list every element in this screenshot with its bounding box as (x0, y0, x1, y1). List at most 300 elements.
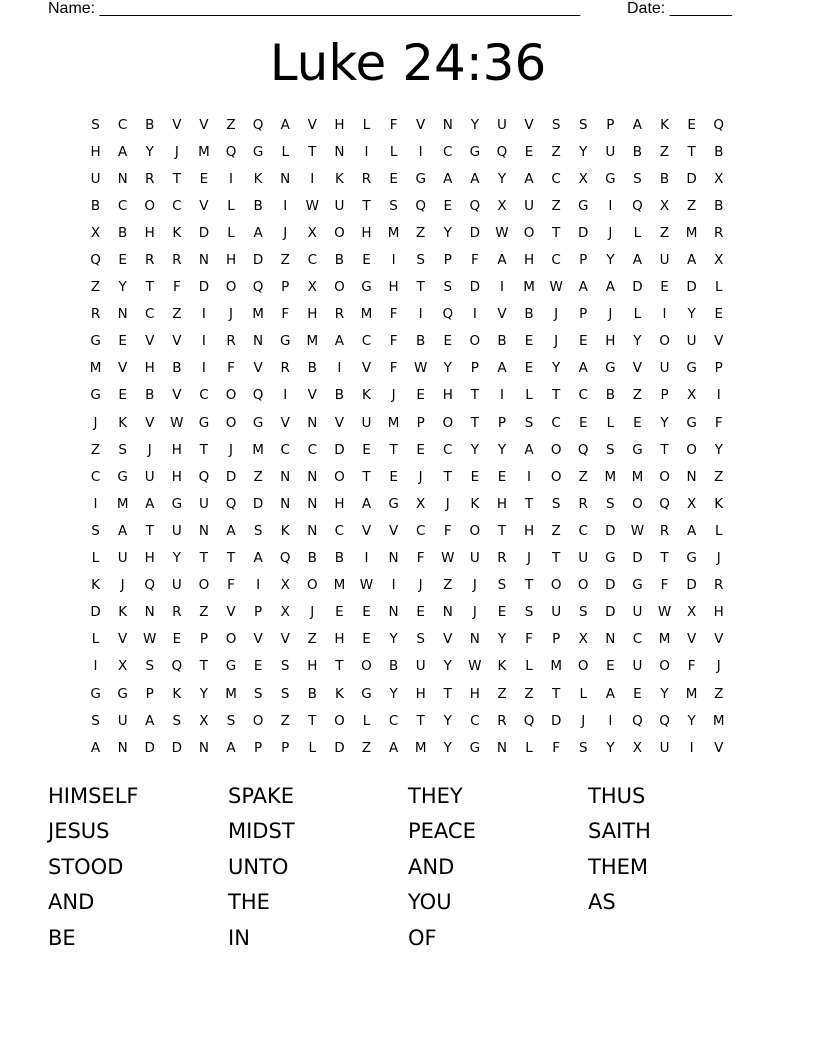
grid-letter: O (686, 441, 697, 458)
grid-letter: J (527, 550, 532, 567)
grid-letter: Q (252, 279, 264, 296)
word-list-item: SPAKE (228, 783, 295, 808)
grid-letter: J (445, 495, 450, 512)
grid-letter: U (469, 550, 480, 567)
grid-letter: K (334, 170, 344, 187)
grid-letter: E (118, 333, 127, 350)
grid-letter: S (226, 712, 236, 729)
grid-letter: K (660, 116, 669, 133)
grid-letter: X (307, 279, 317, 296)
grid-letter: C (443, 143, 453, 160)
grid-letter: M (712, 712, 725, 729)
grid-letter: I (716, 387, 721, 404)
grid-letter: X (686, 604, 697, 621)
grid-letter: F (227, 577, 235, 594)
grid-letter: O (198, 577, 210, 594)
grid-letter: Q (659, 712, 670, 729)
grid-letter: F (687, 658, 696, 675)
grid-letter: Z (280, 252, 290, 269)
grid-letter: Q (713, 116, 725, 133)
letter-grid (82, 111, 732, 761)
grid-letter: S (280, 658, 290, 675)
grid-letter: E (416, 387, 425, 404)
grid-letter: A (632, 252, 643, 269)
grid-letter: G (605, 550, 616, 567)
grid-letter: Q (632, 712, 643, 729)
grid-letter: R (334, 306, 345, 323)
grid-letter: I (608, 712, 613, 729)
grid-letter: G (686, 550, 697, 567)
grid-letter: U (117, 712, 128, 729)
grid-letter: A (145, 712, 155, 729)
grid-letter: U (578, 550, 589, 567)
grid-letter: O (632, 495, 643, 512)
grid-letter: B (334, 252, 345, 269)
grid-letter: Y (199, 685, 209, 702)
grid-letter: Z (253, 468, 263, 485)
grid-letter: A (118, 522, 128, 539)
grid-letter: U (198, 495, 209, 512)
grid-letter: R (145, 252, 155, 269)
grid-letter: T (416, 279, 425, 296)
grid-letter: A (253, 224, 263, 241)
grid-letter: A (280, 116, 290, 133)
grid-letter: E (660, 279, 669, 296)
grid-letter: I (364, 550, 369, 567)
grid-letter: G (252, 143, 264, 160)
grid-letter: E (578, 414, 588, 431)
grid-letter: K (714, 495, 724, 512)
grid-letter: T (199, 658, 209, 675)
grid-letter: A (145, 495, 155, 512)
grid-letter: L (633, 306, 642, 323)
grid-letter: G (90, 685, 101, 702)
grid-letter: N (117, 306, 128, 323)
grid-letter: S (91, 522, 100, 539)
grid-letter: Q (171, 658, 183, 675)
grid-letter: Y (660, 685, 669, 702)
grid-letter: Q (198, 468, 210, 485)
grid-letter: N (280, 468, 291, 485)
grid-letter: Y (606, 739, 615, 756)
grid-letter: I (662, 306, 667, 323)
grid-letter: K (470, 495, 480, 512)
grid-letter: K (280, 522, 290, 539)
grid-letter: F (389, 360, 398, 377)
grid-letter: H (442, 387, 453, 404)
grid-letter: S (118, 441, 127, 458)
grid-letter: C (551, 252, 561, 269)
grid-letter: D (198, 279, 210, 296)
grid-letter: B (388, 658, 399, 675)
grid-letter: V (280, 414, 290, 431)
grid-letter: R (361, 170, 372, 187)
grid-letter: D (252, 495, 264, 512)
grid-letter: A (118, 143, 128, 160)
grid-letter: D (252, 252, 264, 269)
grid-letter: O (334, 279, 345, 296)
grid-letter: Z (172, 306, 182, 323)
grid-letter: V (416, 116, 426, 133)
grid-letter: K (497, 658, 507, 675)
grid-letter: B (307, 360, 317, 377)
word-list-item: MIDST (228, 819, 295, 844)
word-list-item: THUS (588, 783, 646, 808)
grid-letter: D (469, 279, 481, 296)
grid-letter: N (307, 468, 318, 485)
grid-letter: Y (443, 658, 452, 675)
grid-letter: N (388, 604, 399, 621)
grid-letter: S (443, 279, 453, 296)
grid-letter: H (90, 143, 101, 160)
grid-letter: F (470, 252, 479, 269)
grid-letter: Z (416, 224, 426, 241)
grid-letter: U (686, 333, 697, 350)
grid-letter: Q (252, 387, 264, 404)
grid-letter: H (307, 306, 318, 323)
grid-letter: T (362, 468, 371, 485)
grid-letter: G (578, 197, 589, 214)
grid-letter: N (605, 631, 616, 648)
grid-letter: B (334, 550, 345, 567)
grid-letter: V (172, 116, 182, 133)
grid-letter: T (145, 279, 154, 296)
grid-letter: N (117, 739, 128, 756)
grid-letter: F (172, 279, 181, 296)
grid-letter: E (687, 116, 696, 133)
grid-letter: J (472, 604, 477, 621)
grid-letter: A (90, 739, 101, 756)
grid-letter: K (118, 604, 128, 621)
grid-letter: H (361, 224, 372, 241)
grid-letter: V (714, 631, 724, 648)
grid-letter: J (472, 577, 477, 594)
grid-letter: Y (606, 252, 615, 269)
grid-letter: B (118, 224, 128, 241)
grid-letter: R (280, 360, 290, 377)
grid-letter: J (716, 658, 721, 675)
grid-letter: U (334, 197, 345, 214)
grid-letter: M (550, 658, 562, 675)
grid-letter: T (552, 224, 561, 241)
grid-letter: K (253, 170, 263, 187)
grid-letter: I (256, 577, 261, 594)
grid-letter: Q (523, 712, 535, 729)
grid-letter: M (198, 143, 210, 160)
grid-letter: Y (633, 333, 642, 350)
grid-letter: E (172, 631, 182, 648)
grid-letter: W (170, 414, 184, 431)
grid-letter: Q (442, 306, 454, 323)
grid-letter: A (686, 252, 697, 269)
grid-letter: A (686, 522, 697, 539)
grid-letter: U (551, 604, 562, 621)
grid-letter: V (145, 414, 155, 431)
grid-letter: G (632, 441, 643, 458)
grid-letter: A (226, 522, 236, 539)
grid-letter: P (552, 631, 561, 648)
grid-letter: A (470, 170, 480, 187)
grid-letter: U (117, 550, 128, 567)
grid-letter: G (361, 279, 372, 296)
grid-letter: W (441, 550, 455, 567)
grid-letter: S (551, 495, 561, 512)
grid-letter: B (253, 197, 263, 214)
grid-letter: B (659, 170, 670, 187)
grid-letter: Z (659, 224, 670, 241)
grid-letter: T (552, 387, 561, 404)
grid-letter: V (361, 522, 372, 539)
grid-letter: S (524, 414, 534, 431)
grid-letter: S (416, 631, 425, 648)
grid-letter: V (497, 306, 507, 323)
grid-letter: F (389, 116, 398, 133)
grid-letter: Y (145, 143, 154, 160)
grid-letter: P (145, 685, 154, 702)
grid-letter: O (659, 658, 670, 675)
grid-letter: F (389, 333, 398, 350)
grid-letter: U (659, 252, 670, 269)
grid-letter: C (90, 468, 101, 485)
grid-letter: V (307, 116, 317, 133)
grid-letter: J (174, 143, 179, 160)
grid-letter: O (225, 414, 237, 431)
grid-letter: H (307, 658, 318, 675)
grid-letter: N (334, 143, 345, 160)
word-list-item: YOU (408, 890, 452, 915)
grid-letter: D (225, 468, 237, 485)
grid-letter: H (171, 468, 182, 485)
grid-letter: B (524, 306, 534, 323)
grid-letter: Y (687, 306, 696, 323)
grid-letter: G (632, 577, 643, 594)
grid-letter: U (361, 414, 372, 431)
grid-letter: A (253, 550, 263, 567)
grid-letter: R (497, 550, 507, 567)
grid-letter: D (334, 441, 345, 458)
grid-letter: J (554, 333, 559, 350)
grid-letter: Z (361, 739, 372, 756)
grid-letter: X (199, 712, 209, 729)
grid-letter: C (443, 441, 453, 458)
word-list-item: JESUS (48, 819, 110, 844)
grid-letter: A (443, 170, 453, 187)
grid-letter: T (308, 712, 317, 729)
grid-letter: T (470, 387, 479, 404)
grid-letter: L (606, 414, 615, 431)
grid-letter: B (714, 197, 724, 214)
grid-letter: E (470, 468, 480, 485)
grid-letter: M (387, 224, 400, 241)
grid-letter: J (608, 306, 613, 323)
grid-letter: T (497, 522, 507, 539)
word-list-item: AND (48, 890, 95, 915)
grid-letter: U (144, 468, 155, 485)
grid-letter: M (333, 577, 346, 594)
grid-letter: O (334, 712, 345, 729)
grid-letter: E (524, 333, 534, 350)
grid-letter: I (310, 170, 315, 187)
grid-letter: V (334, 414, 345, 431)
grid-letter: C (307, 441, 318, 458)
grid-letter: B (90, 197, 101, 214)
grid-letter: X (714, 170, 724, 187)
grid-letter: T (335, 658, 344, 675)
grid-letter: V (524, 116, 534, 133)
grid-letter: T (199, 441, 209, 458)
grid-letter: V (199, 116, 209, 133)
grid-letter: E (362, 441, 371, 458)
grid-letter: U (632, 604, 643, 621)
word-list-item: AND (408, 854, 455, 879)
grid-letter: J (310, 604, 315, 621)
grid-letter: Z (659, 143, 670, 160)
grid-letter: D (171, 739, 183, 756)
grid-letter: N (198, 252, 209, 269)
grid-letter: K (118, 414, 128, 431)
grid-letter: Y (497, 631, 507, 648)
grid-letter: R (659, 522, 670, 539)
grid-letter: H (225, 252, 237, 269)
grid-letter: C (280, 441, 290, 458)
word-list (48, 778, 768, 956)
grid-letter: A (388, 739, 399, 756)
grid-letter: V (226, 604, 236, 621)
grid-letter: N (307, 522, 318, 539)
grid-letter: O (550, 441, 562, 458)
grid-letter: D (632, 279, 643, 296)
grid-letter: G (117, 468, 128, 485)
grid-letter: U (171, 522, 182, 539)
name-field-label: Name: ______________________________________________________ (48, 0, 581, 17)
grid-letter: P (254, 739, 263, 756)
grid-letter: X (307, 224, 317, 241)
grid-letter: C (470, 712, 480, 729)
grid-letter: Q (496, 143, 508, 160)
grid-letter: E (362, 252, 371, 269)
grid-letter: K (172, 685, 182, 702)
grid-letter: Y (443, 712, 452, 729)
grid-letter: L (227, 224, 235, 241)
grid-letter: X (632, 739, 643, 756)
grid-letter: S (253, 522, 263, 539)
word-list-item: UNTO (228, 854, 289, 879)
grid-letter: X (118, 658, 128, 675)
grid-letter: D (686, 170, 697, 187)
grid-letter: Z (714, 468, 724, 485)
grid-letter: L (281, 143, 289, 160)
grid-letter: N (469, 631, 480, 648)
grid-letter: M (360, 306, 373, 323)
grid-letter: W (305, 197, 319, 214)
grid-letter: V (172, 333, 182, 350)
grid-letter: I (499, 279, 504, 296)
grid-letter: P (199, 631, 208, 648)
grid-letter: F (552, 739, 561, 756)
grid-letter: V (632, 360, 643, 377)
grid-letter: I (337, 360, 342, 377)
grid-letter: X (280, 604, 290, 621)
grid-letter: H (605, 333, 616, 350)
grid-letter: H (523, 252, 535, 269)
grid-letter: T (552, 550, 561, 567)
grid-letter: Y (470, 116, 479, 133)
grid-letter: V (172, 387, 182, 404)
grid-letter: B (605, 387, 615, 404)
grid-letter: Z (280, 712, 290, 729)
grid-letter: M (685, 685, 698, 702)
grid-letter: N (117, 170, 128, 187)
grid-letter: N (144, 604, 155, 621)
grid-letter: H (144, 550, 155, 567)
grid-letter: J (554, 306, 559, 323)
grid-letter: S (416, 252, 425, 269)
grid-letter: J (283, 224, 288, 241)
grid-letter: U (90, 170, 101, 187)
grid-letter: N (307, 414, 318, 431)
grid-letter: M (631, 468, 644, 485)
grid-letter: C (578, 522, 588, 539)
grid-letter: Y (497, 441, 507, 458)
grid-letter: M (252, 441, 264, 458)
grid-letter: S (145, 658, 155, 675)
grid-letter: O (659, 333, 670, 350)
grid-letter: M (89, 360, 102, 377)
grid-letter: I (391, 252, 396, 269)
grid-letter: S (551, 116, 561, 133)
grid-letter: R (578, 495, 588, 512)
grid-letter: V (280, 631, 290, 648)
grid-letter: O (252, 712, 264, 729)
grid-letter: V (199, 197, 209, 214)
grid-letter: D (632, 550, 643, 567)
grid-letter: V (714, 739, 724, 756)
grid-letter: A (334, 333, 345, 350)
grid-letter: N (253, 333, 264, 350)
grid-letter: Y (497, 170, 507, 187)
grid-letter: F (416, 550, 425, 567)
grid-letter: F (227, 360, 235, 377)
grid-letter: N (686, 468, 697, 485)
grid-letter: C (578, 387, 588, 404)
grid-letter: M (116, 495, 129, 512)
grid-letter: Z (578, 468, 588, 485)
grid-letter: A (497, 252, 507, 269)
grid-letter: I (418, 306, 423, 323)
grid-letter: V (118, 360, 128, 377)
grid-letter: C (361, 333, 372, 350)
grid-letter: T (443, 685, 452, 702)
grid-letter: G (198, 414, 210, 431)
grid-letter: G (279, 333, 291, 350)
grid-letter: Y (714, 441, 723, 458)
grid-letter: W (413, 360, 428, 377)
grid-letter: S (578, 739, 588, 756)
grid-letter: O (306, 577, 318, 594)
grid-letter: G (225, 658, 237, 675)
grid-letter: H (496, 495, 508, 512)
grid-letter: V (686, 631, 697, 648)
grid-letter: Y (443, 360, 452, 377)
grid-letter: Q (144, 577, 156, 594)
grid-letter: Z (199, 604, 209, 621)
grid-letter: P (281, 279, 290, 296)
grid-letter: P (714, 360, 723, 377)
grid-letter: S (253, 685, 263, 702)
grid-letter: R (497, 712, 507, 729)
grid-letter: Q (659, 495, 670, 512)
grid-letter: G (415, 170, 426, 187)
